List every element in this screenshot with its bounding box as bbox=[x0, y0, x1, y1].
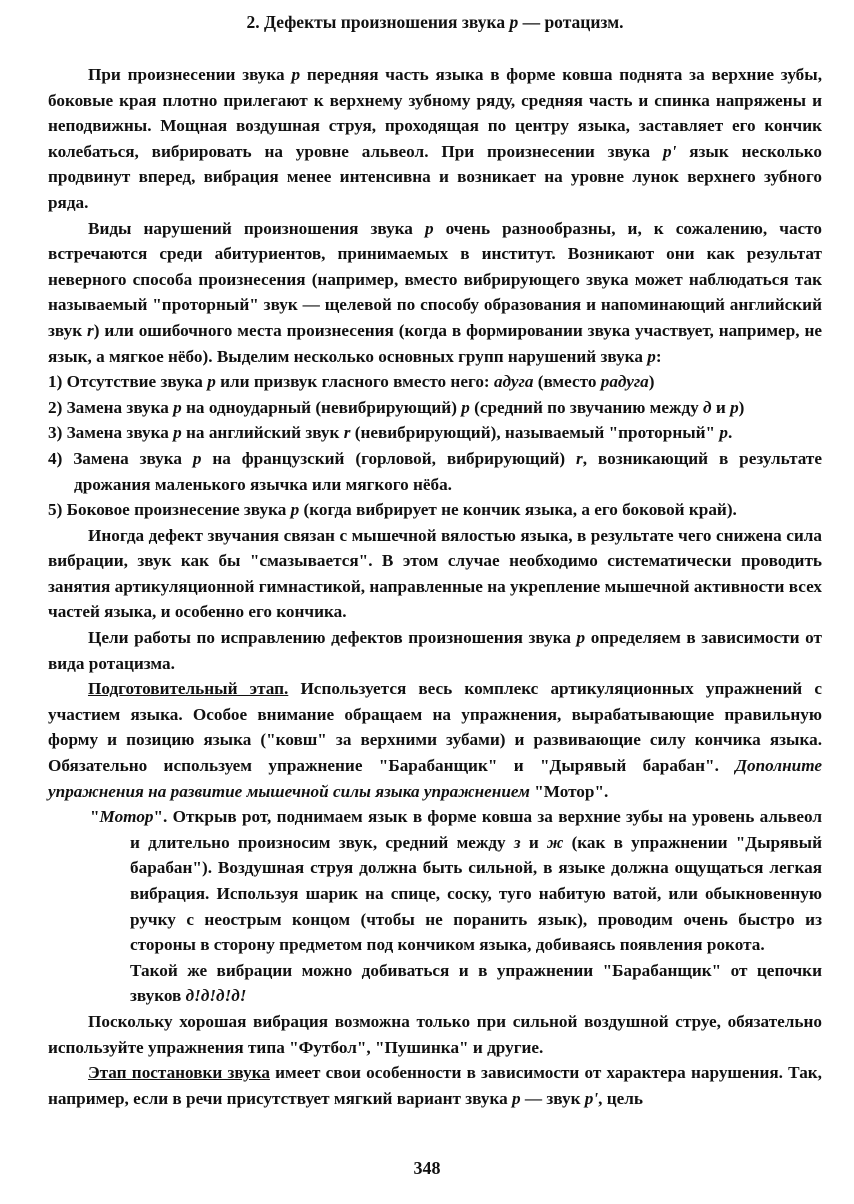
paragraph-disorders: Виды нарушений произношения звука р очень разнообразны, и, к сожалению, часто встречаются среди абитуриентов, принимаемых в институт. Возникают они как результат неверного способа произнесения (например, вместо вибрирующего звука может наблюдаться так называемый "проторный" звук — щелевой по способу образования и напоминающий английский звук r) или ошибочного места произнесения (когда в формировании звука участвует, например, не язык, а мягкое нёбо). Выделим несколько основных групп нарушений звука р: bbox=[48, 218, 822, 366]
paragraph-preparatory-stage: Подготовительный этап. Используется весь комплекс артикуляционных упражнений с участием языка. Особое внимание обращаем на упражнения, вырабатывающие правильную форму и позицию языка ("ковш" за верхними зубами) и развивающие силу кончика языка. Обязательно используем упражнение "Барабанщик" и "Дырявый барабан". Дополните упражнения на развитие мышечной силы языка упражнением "Мотор". bbox=[48, 679, 822, 801]
paragraph-setting-stage: Этап постановки звука имеет свои особенности в зависимости от характера нарушения. Так, например, если в речи присутствует мягкий вариант звука р — звук р', цель bbox=[48, 1063, 822, 1108]
exercise-drummer-note: Такой же вибрации можно добиваться и в упражнении "Барабанщик" от цепочки звуков д!д!д!д! bbox=[130, 960, 822, 1006]
page-number: 348 bbox=[413, 1158, 441, 1178]
list-item: 4) Замена звука р на французский (горловой, вибрирующий) r, возникающий в результате дрожания маленького язычка или мягкого нёба. bbox=[48, 448, 822, 494]
paragraph-air-stream: Поскольку хорошая вибрация возможна только при сильной воздушной струе, обязательно используйте упражнения типа "Футбол", "Пушинка" и другие. bbox=[48, 1011, 822, 1057]
exercise-motor: "Мотор". Открыв рот, поднимаем язык в форме ковша за верхние зубы на уровень альвеол и длительно произносим звук, средний между з и ж (как в упражнении "Дырявый барабан"). Воздушная струя должна быть сильной, в языке должна ощущаться легкая вибрация. Используя шарик на спице, соску, туго набитую ватой, или обыкновенную ручку с неострым концом (чтобы не поранить язык), проводим очень быстро из стороны в сторону предметом под кончиком языка, добиваясь появления рокота. bbox=[90, 807, 822, 955]
list-item: 3) Замена звука р на английский звук r (невибрирующий), называемый "проторный" р. bbox=[48, 423, 733, 443]
section-title: 2. Дефекты произношения звука р — ротацизм. bbox=[246, 12, 624, 32]
paragraph-articulation: При произнесении звука р передняя часть языка в форме ковша поднята за верхние зубы, боковые края плотно прилегают к верхнему зубному ряду, средняя часть и спинка напряжены и неподвижны. Мощная воздушная струя, проходящая по центру языка, заставляет его кончик колебаться, вибрировать на уровне альвеол. При произнесении звука р' язык несколько продвинут вперед, вибрация менее интенсивна и возникает на уровне лунок верхнего зубного ряда. bbox=[48, 65, 822, 212]
paragraph-weakness: Иногда дефект звучания связан с мышечной вялостью языка, в результате чего снижена сила вибрации, звук как бы "смазывается". В этом случае необходимо систематически проводить занятия артикуляционной гимнастикой, направленные на укрепление мышечной активности всех частей языка, и особенно его кончика. bbox=[48, 525, 822, 622]
list-item: 2) Замена звука р на одноударный (невибрирующий) р (средний по звучанию между д и р) bbox=[48, 397, 745, 417]
stage-heading: Этап постановки звука bbox=[88, 1063, 270, 1083]
list-item: 5) Боковое произнесение звука р (когда вибрирует не кончик языка, а его боковой край). bbox=[48, 500, 737, 520]
page-content bbox=[48, 10, 822, 1111]
list-item: 1) Отсутствие звука р или призвук гласного вместо него: адуга (вместо радуга) bbox=[48, 372, 655, 392]
stage-heading: Подготовительный этап. bbox=[88, 679, 289, 699]
paragraph-goals: Цели работы по исправлению дефектов произношения звука р определяем в зависимости от вида ротацизма. bbox=[48, 628, 822, 673]
